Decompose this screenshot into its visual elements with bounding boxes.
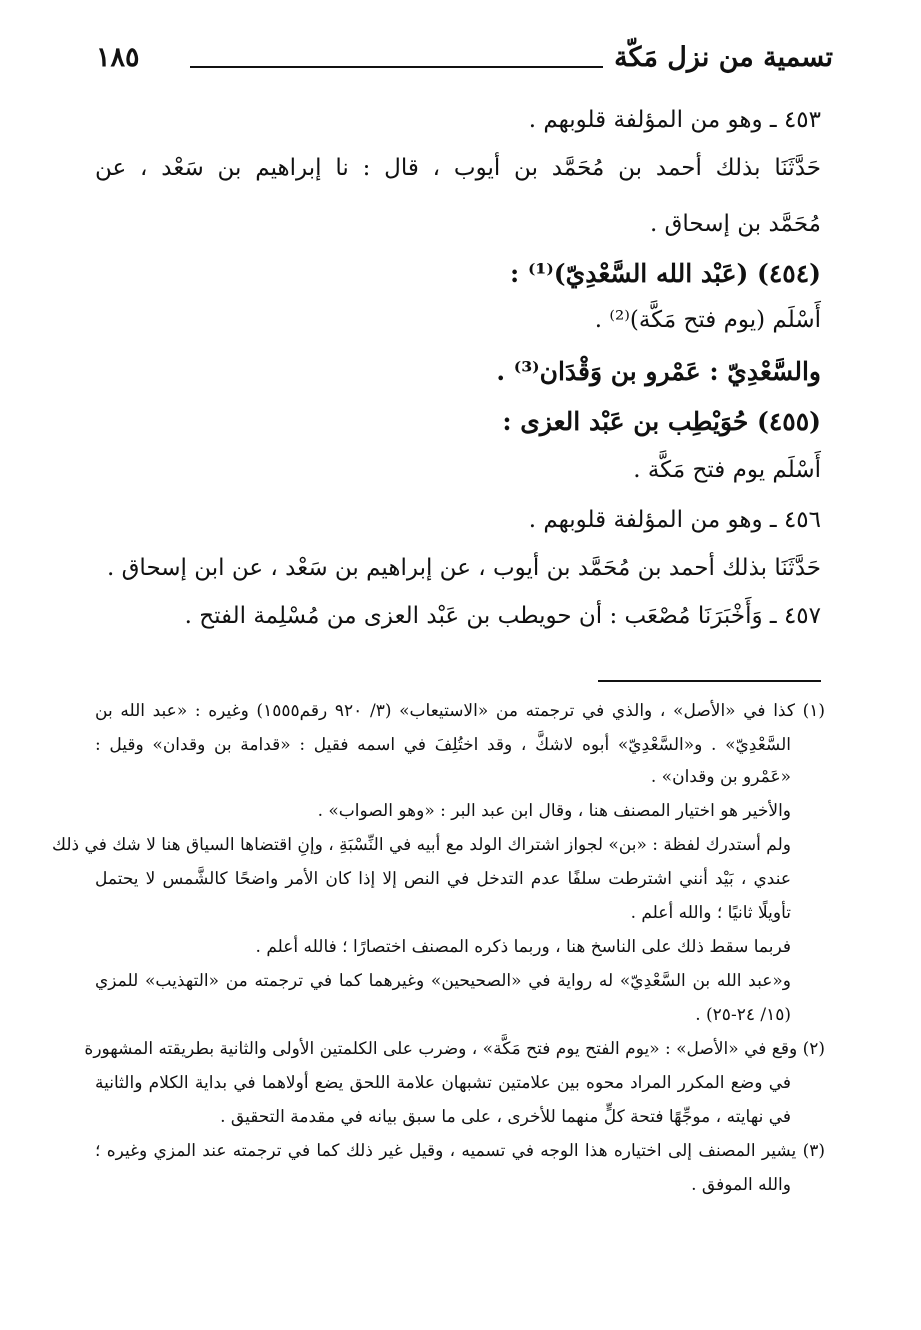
footnote-line: (٣) يشير المصنف إلى اختياره هذا الوجه في تسميه ، وقيل غير ذلك كما في ترجمته عند المزي وغيره ؛ (95, 1141, 825, 1161)
header-rule (190, 66, 603, 68)
footnote-line: والأخير هو اختيار المصنف هنا ، وقال ابن عبد البر : «وهو الصواب» . (317, 801, 791, 821)
running-header (90, 38, 833, 82)
text-line: حَدَّثَنَا بذلك أحمد بن مُحَمَّد بن أيوب ، عن إبراهيم بن سَعْد ، عن ابن إسحاق . (106, 555, 821, 581)
footnote-line: (١٥/ ٢٤-٢٥) . (695, 1005, 791, 1025)
footnote-line: السَّعْدِيّ» . و«السَّعْدِيّ» أبوه لاشكَّ ، وقد اختُلِفَ في اسمه فقيل : «قدامة بن وقدان» وقيل : (95, 735, 791, 755)
page-number: ١٨٥ (96, 42, 140, 73)
text-line: ٤٥٧ ـ وَأَخْبَرَنَا مُصْعَب : أن حويطب بن عَبْد العزى من مُسْلِمة الفتح . (184, 603, 821, 629)
text-line: والسَّعْدِيّ : عَمْرو بن وَقْدَان⁽³⁾ . (496, 357, 821, 386)
entry-heading-454: (٤٥٤) (عَبْد الله السَّعْدِيّ)⁽¹⁾ : (510, 259, 821, 288)
footnote-line: والله الموفق . (691, 1175, 791, 1195)
footnote-line: و«عبد الله بن السَّعْدِيّ» له رواية في «الصحيحين» وغيرهما كما في ترجمته من «التهذيب» للمزي (95, 971, 791, 991)
text-line: أَسْلَم يوم فتح مَكَّة . (633, 457, 821, 483)
text-line: ٤٥٦ ـ وهو من المؤلفة قلوبهم . (528, 507, 821, 533)
footnote-line: عندي ، بَيْد أنني اشترطت سلفًا عدم التدخل في النص إلا إذا كان الأمر واضحًا كالشَّمس لا يحتمل (95, 869, 791, 889)
footnote-line: فربما سقط ذلك على الناسخ هنا ، وربما ذكره المصنف اختصارًا ؛ فالله أعلم . (255, 937, 791, 957)
text-line: أَسْلَم (يوم فتح مَكَّة)⁽²⁾ . (594, 307, 821, 333)
text-line: ٤٥٣ ـ وهو من المؤلفة قلوبهم . (528, 107, 821, 133)
footnote-line: «عَمْرو بن وقدان» . (650, 767, 791, 787)
footnote-line: في نهايته ، موجِّهًا فتحة كلٍّ منهما للأخرى ، على ما سبق بيانه في مقدمة التحقيق . (220, 1107, 791, 1127)
footnote-line: (٢) وقع في «الأصل» : «يوم الفتح يوم فتح مَكَّة» ، وضرب على الكلمتين الأولى والثانية بطريقته المشهورة (84, 1039, 825, 1059)
footnote-line: ولم أستدرك لفظة : «بن» لجواز اشتراك الولد مع أبيه في النِّسْبَةِ ، وإنِ اقتضاها السياق هنا لا شك في ذلك (52, 835, 791, 855)
footnote-line: في وضع المكرر المراد محوه بين علامتين تشبهان علامة اللحق يضع أولاهما في بداية الكلام والثانية (95, 1073, 791, 1093)
text-line: مُحَمَّد بن إسحاق . (649, 211, 821, 237)
entry-heading-455: (٤٥٥) حُوَيْطِب بن عَبْد العزى : (502, 407, 821, 436)
footnote-separator (598, 680, 821, 682)
footnote-line: (١) كذا في «الأصل» ، والذي في ترجمته من «الاستيعاب» (٣/ ٩٢٠ رقم١٥٥٥) وغيره : «عبد الله بن (95, 701, 825, 721)
footnote-line: تأويلًا ثانيًا ؛ والله أعلم . (630, 903, 791, 923)
text-line: حَدَّثَنَا بذلك أحمد بن مُحَمَّد بن أيوب ، قال : نا إبراهيم بن سَعْد ، عن (95, 155, 821, 181)
running-title: تسمية من نزل مَكّة (614, 42, 833, 73)
